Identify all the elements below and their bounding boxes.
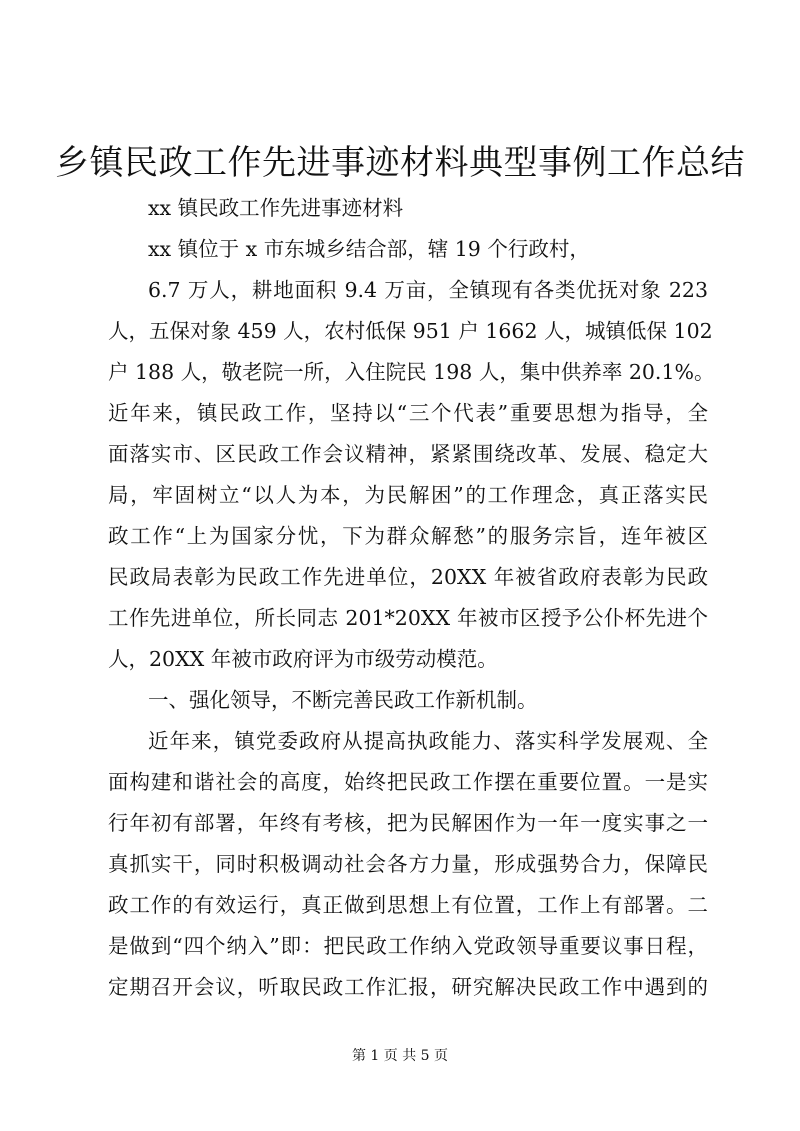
paragraph-line: 真抓实干，同时积极调动社会各方力量，形成强势合力，保障民: [108, 852, 708, 876]
paragraph-line: xx 镇位于 x 市东城乡结合部，辖 19 个行政村，: [148, 237, 590, 261]
paragraph-line: 人，五保对象 459 人，农村低保 951 户 1662 人，城镇低保 102: [108, 319, 713, 343]
paragraph-line: 工作先进单位，所长同志 201*20XX 年被市区授予公仆杯先进个: [108, 606, 708, 630]
paragraph-line: 定期召开会议，听取民政工作汇报，研究解决民政工作中遇到的: [108, 975, 708, 999]
section-heading: 一、强化领导，不断完善民政工作新机制。: [148, 688, 538, 712]
paragraph-line: 面构建和谐社会的高度，始终把民政工作摆在重要位置。一是实: [108, 770, 708, 794]
subtitle-line: xx 镇民政工作先进事迹材料: [148, 196, 404, 220]
paragraph-line: 行年初有部署，年终有考核，把为民解困作为一年一度实事之一: [108, 811, 708, 835]
paragraph-line: 是做到“四个纳入”即：把民政工作纳入党政领导重要议事日程，: [108, 934, 708, 958]
paragraph-line: 政工作的有效运行，真正做到思想上有位置，工作上有部署。二: [108, 893, 708, 917]
document-title: 乡镇民政工作先进事迹材料典型事例工作总结: [55, 143, 745, 183]
paragraph-line: 面落实市、区民政工作会议精神，紧紧围绕改革、发展、稳定大: [108, 442, 708, 466]
page-number: 第 1 页 共 5 页: [351, 1048, 449, 1064]
paragraph-line: 6.7 万人，耕地面积 9.4 万亩，全镇现有各类优抚对象 223: [148, 278, 708, 302]
paragraph-line: 局，牢固树立“以人为本，为民解困”的工作理念，真正落实民: [108, 483, 708, 507]
paragraph-line: 政工作“上为国家分忧，下为群众解愁”的服务宗旨，连年被区: [108, 524, 708, 548]
paragraph-line: 民政局表彰为民政工作先进单位，20XX 年被省政府表彰为民政: [108, 565, 708, 589]
paragraph-line: 近年来，镇党委政府从提高执政能力、落实科学发展观、全: [148, 729, 708, 753]
paragraph-line: 人，20XX 年被市政府评为市级劳动模范。: [108, 647, 498, 671]
paragraph-line: 近年来，镇民政工作，坚持以“三个代表”重要思想为指导，全: [108, 401, 708, 425]
paragraph-line: 户 188 人，敬老院一所，入住院民 198 人，集中供养率 20.1%。: [108, 360, 715, 384]
